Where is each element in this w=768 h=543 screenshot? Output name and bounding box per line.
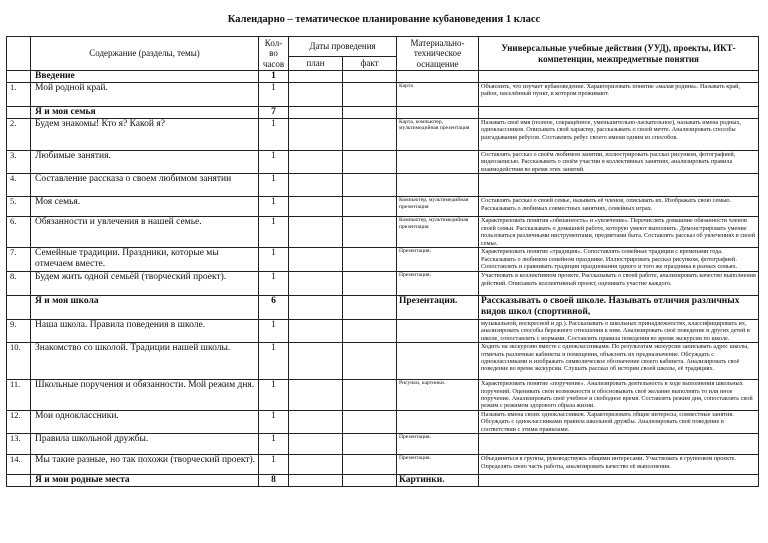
- row-topic: Любимые занятия.: [31, 151, 259, 174]
- row-plan-date: [289, 380, 343, 411]
- row-material: Презентация.: [397, 455, 479, 475]
- lesson-row: [7, 174, 759, 197]
- row-fact-date: [343, 272, 397, 296]
- row-number: 6.: [7, 217, 31, 248]
- row-hours: 1: [259, 217, 289, 248]
- row-material: [397, 343, 479, 380]
- row-hours: 8: [259, 475, 289, 487]
- row-activities: Составлять рассказ о своей семье, называть её членов, описывать их. Изображать свою семью. Рассказывать о любимых совместных занятиях, семейных играх.: [479, 197, 759, 217]
- lesson-row: [7, 217, 759, 248]
- row-activities: [479, 174, 759, 197]
- row-material: Презентация.: [397, 248, 479, 272]
- row-activities: Ходить на экскурсию вместе с одноклассниками. По результатам экскурсии записывать адрес школы, отмечать различные кабинеты и помещения, объяснять их предназначение. Обсуждать с одноклассниками и изображать символическое обозначение своего кабинета. Анализировать своё поведение во время экскурсии. Слушать рассказ об истории своей школы, её традициях.: [479, 343, 759, 380]
- row-plan-date: [289, 174, 343, 197]
- row-material: [397, 151, 479, 174]
- row-topic: Семейные традиции. Праздники, которые мы отмечаем вместе.: [31, 248, 259, 272]
- row-hours: 1: [259, 410, 289, 433]
- row-number: 5.: [7, 197, 31, 217]
- lesson-row: [7, 410, 759, 433]
- row-hours: 7: [259, 107, 289, 119]
- row-topic: Я и моя школа: [31, 296, 259, 320]
- row-topic: Будем знакомы! Кто я? Какой я?: [31, 119, 259, 151]
- row-topic: Составление рассказа о своем любимом занятии: [31, 174, 259, 197]
- row-topic: Я и мои родные места: [31, 475, 259, 487]
- row-topic: Знакомство со школой. Традиции нашей школы.: [31, 343, 259, 380]
- row-topic: Правила школьной дружбы.: [31, 434, 259, 455]
- row-hours: 1: [259, 197, 289, 217]
- header-activities: Универсальные учебные действия (УУД), проекты, ИКТ- компетенции, межпредметные понятия: [479, 37, 759, 71]
- lesson-row: [7, 434, 759, 455]
- row-material: [397, 71, 479, 83]
- row-plan-date: [289, 455, 343, 475]
- lesson-row: [7, 272, 759, 296]
- plan-table: [6, 36, 759, 487]
- row-hours: 1: [259, 380, 289, 411]
- row-hours: 1: [259, 71, 289, 83]
- header-dates: Даты проведения: [289, 37, 397, 57]
- row-fact-date: [343, 71, 397, 83]
- lesson-row: [7, 248, 759, 272]
- lesson-row: [7, 455, 759, 475]
- row-fact-date: [343, 107, 397, 119]
- row-number: [7, 296, 31, 320]
- row-plan-date: [289, 272, 343, 296]
- row-plan-date: [289, 434, 343, 455]
- row-hours: 1: [259, 83, 289, 107]
- row-plan-date: [289, 475, 343, 487]
- row-hours: 1: [259, 455, 289, 475]
- row-topic: Обязанности и увлечения в нашей семье.: [31, 217, 259, 248]
- row-number: 10.: [7, 343, 31, 380]
- header-content: Содержание (разделы, темы): [31, 37, 259, 71]
- row-activities: Характеризовать понятие «традиция». Сопоставлять семейные традиции с временами года. Рассказывать о любимом семейном празднике. Иллюстрировать рассказ рисунком, фотографией. Сопоставлять и сравнивать традиции празднования одного и того же праздника в разных семьях.: [479, 248, 759, 272]
- row-material: [397, 319, 479, 342]
- row-plan-date: [289, 83, 343, 107]
- row-material: Презентация.: [397, 434, 479, 455]
- row-activities: [479, 434, 759, 455]
- row-topic: Мой родной край.: [31, 83, 259, 107]
- row-fact-date: [343, 119, 397, 151]
- row-activities: Объяснить, что изучает кубановедение. Характеризовать понятие «малая родина». Называть край, район, населённый пункт, в котором проживают.: [479, 83, 759, 107]
- row-fact-date: [343, 248, 397, 272]
- section-row: [7, 71, 759, 83]
- section-row: [7, 296, 759, 320]
- row-activities: Характеризовать понятия «обязанность» и «увлечение». Перечислять домашние обязанности членов своей семьи. Рассказывать о домашней работе, которую умеют выполнять. Демонстрировать умение пользоваться различными инструментами, предметами быта. Составлять рассказ об увлечениях в своей семье.: [479, 217, 759, 248]
- header-fact: факт: [343, 57, 397, 71]
- section-row: [7, 107, 759, 119]
- row-plan-date: [289, 107, 343, 119]
- row-topic: Мои одноклассники.: [31, 410, 259, 433]
- row-number: 1.: [7, 83, 31, 107]
- row-fact-date: [343, 151, 397, 174]
- row-activities: [479, 71, 759, 83]
- row-number: 8.: [7, 272, 31, 296]
- row-plan-date: [289, 319, 343, 342]
- row-topic: Я и моя семья: [31, 107, 259, 119]
- row-number: 3.: [7, 151, 31, 174]
- row-fact-date: [343, 197, 397, 217]
- row-plan-date: [289, 248, 343, 272]
- row-topic: Мы такие разные, но так похожи (творческий проект).: [31, 455, 259, 475]
- row-plan-date: [289, 119, 343, 151]
- row-fact-date: [343, 475, 397, 487]
- row-activities: Объединяться в группы, руководствуясь общими интересами. Участвовать в групповом проекте. Определять свою часть работы, анализировать качество её выполнения.: [479, 455, 759, 475]
- row-material: Карта, компьютер, мультимедийная презентация: [397, 119, 479, 151]
- lesson-row: [7, 343, 759, 380]
- row-fact-date: [343, 410, 397, 433]
- row-material: Презентация.: [397, 296, 479, 320]
- row-fact-date: [343, 217, 397, 248]
- lesson-row: [7, 319, 759, 342]
- row-material: Картинки.: [397, 475, 479, 487]
- row-number: 4.: [7, 174, 31, 197]
- row-plan-date: [289, 217, 343, 248]
- row-number: [7, 475, 31, 487]
- row-hours: 1: [259, 343, 289, 380]
- row-number: 2.: [7, 119, 31, 151]
- section-row: [7, 475, 759, 487]
- row-fact-date: [343, 455, 397, 475]
- header-hours: Кол-во часов: [259, 37, 289, 71]
- row-number: [7, 107, 31, 119]
- row-material: [397, 410, 479, 433]
- row-activities: музыкальной, воскресной и др.). Рассказывать о школьных принадлежностях, классифицировать их, анализировать способы бережного отношения к ним. Анализировать своё поведение и других детей в школе, сопоставлять с нормами. Составлять правила поведения во время экскурсии по школе.: [479, 319, 759, 342]
- plan-table-body: [7, 71, 759, 487]
- lesson-row: [7, 119, 759, 151]
- row-hours: 1: [259, 434, 289, 455]
- row-number: 14.: [7, 455, 31, 475]
- row-number: 13.: [7, 434, 31, 455]
- row-plan-date: [289, 296, 343, 320]
- row-fact-date: [343, 380, 397, 411]
- row-fact-date: [343, 296, 397, 320]
- row-topic: Моя семья.: [31, 197, 259, 217]
- row-hours: 1: [259, 151, 289, 174]
- lesson-row: [7, 197, 759, 217]
- row-topic: Введение: [31, 71, 259, 83]
- row-hours: 1: [259, 119, 289, 151]
- row-activities: [479, 107, 759, 119]
- header-material: Материально-техническое оснащение: [397, 37, 479, 71]
- row-plan-date: [289, 197, 343, 217]
- row-material: Компьютер, мультимедийная презентация: [397, 217, 479, 248]
- row-activities: Называть своё имя (полное, сокращённое, уменьшительно-ласкательное), называть имена родных, одноклассников. Описывать свой характер, рассказывать о своей мечте. Анализировать способы разгадывания ребусов. Составлять ребус своего имени одним из способов.: [479, 119, 759, 151]
- row-plan-date: [289, 343, 343, 380]
- row-fact-date: [343, 174, 397, 197]
- row-hours: 1: [259, 319, 289, 342]
- row-activities: Составлять рассказ о своём любимом занятии, иллюстрировать рассказ рисунком, фотографией, видеозаписью. Рассказывать о своём участии в коллективных занятиях, анализировать правила взаимодействия во время этих занятий.: [479, 151, 759, 174]
- row-material: Компьютер, мультимедийная презентация: [397, 197, 479, 217]
- row-topic: Наша школа. Правила поведения в школе.: [31, 319, 259, 342]
- header-plan: план: [289, 57, 343, 71]
- row-number: [7, 71, 31, 83]
- row-material: [397, 107, 479, 119]
- row-activities: Рассказывать о своей школе. Называть отличия различных видов школ (спортивной,: [479, 296, 759, 320]
- row-hours: 1: [259, 248, 289, 272]
- row-plan-date: [289, 71, 343, 83]
- row-number: 9.: [7, 319, 31, 342]
- row-number: 12.: [7, 410, 31, 433]
- row-plan-date: [289, 151, 343, 174]
- row-material: [397, 174, 479, 197]
- row-hours: 1: [259, 272, 289, 296]
- row-number: 7.: [7, 248, 31, 272]
- lesson-row: [7, 83, 759, 107]
- row-activities: Участвовать в коллективном проекте. Рассказывать о своей работе, анализировать качество выполнения действий. Описывать коллективный проект, оценивать участие каждого.: [479, 272, 759, 296]
- row-material: Презентация.: [397, 272, 479, 296]
- row-hours: 1: [259, 174, 289, 197]
- row-fact-date: [343, 434, 397, 455]
- row-fact-date: [343, 83, 397, 107]
- row-plan-date: [289, 410, 343, 433]
- row-number: 11.: [7, 380, 31, 411]
- row-activities: [479, 475, 759, 487]
- header-number: [7, 37, 31, 71]
- row-fact-date: [343, 343, 397, 380]
- page-title: Календарно – тематическое планирование кубановедения 1 класс: [227, 14, 541, 25]
- row-topic: Школьные поручения и обязанности. Мой режим дня.: [31, 380, 259, 411]
- row-hours: 6: [259, 296, 289, 320]
- row-fact-date: [343, 319, 397, 342]
- row-material: Карта: [397, 83, 479, 107]
- lesson-row: [7, 380, 759, 411]
- row-topic: Будем жить одной семьёй (творческий проект).: [31, 272, 259, 296]
- row-activities: Называть имена своих одноклассников. Характеризовать общие интересы, совместные занятия. Обсуждать с одноклассниками правила школьной дружбы. Анализировать своё поведение в соответствии с этими правилами.: [479, 410, 759, 433]
- row-material: Рисунки, картинки.: [397, 380, 479, 411]
- lesson-row: [7, 151, 759, 174]
- row-activities: Характеризовать понятие «поручение». Анализировать деятельность в ходе выполнения школьных поручений. Оценивать свои возможности и обосновывать своё желание выполнять то или иное поручение. Анализировать своё учебное и свободное время. Составлять режим дня, сопоставлять свой режим с режимом здорового образа жизни.: [479, 380, 759, 411]
